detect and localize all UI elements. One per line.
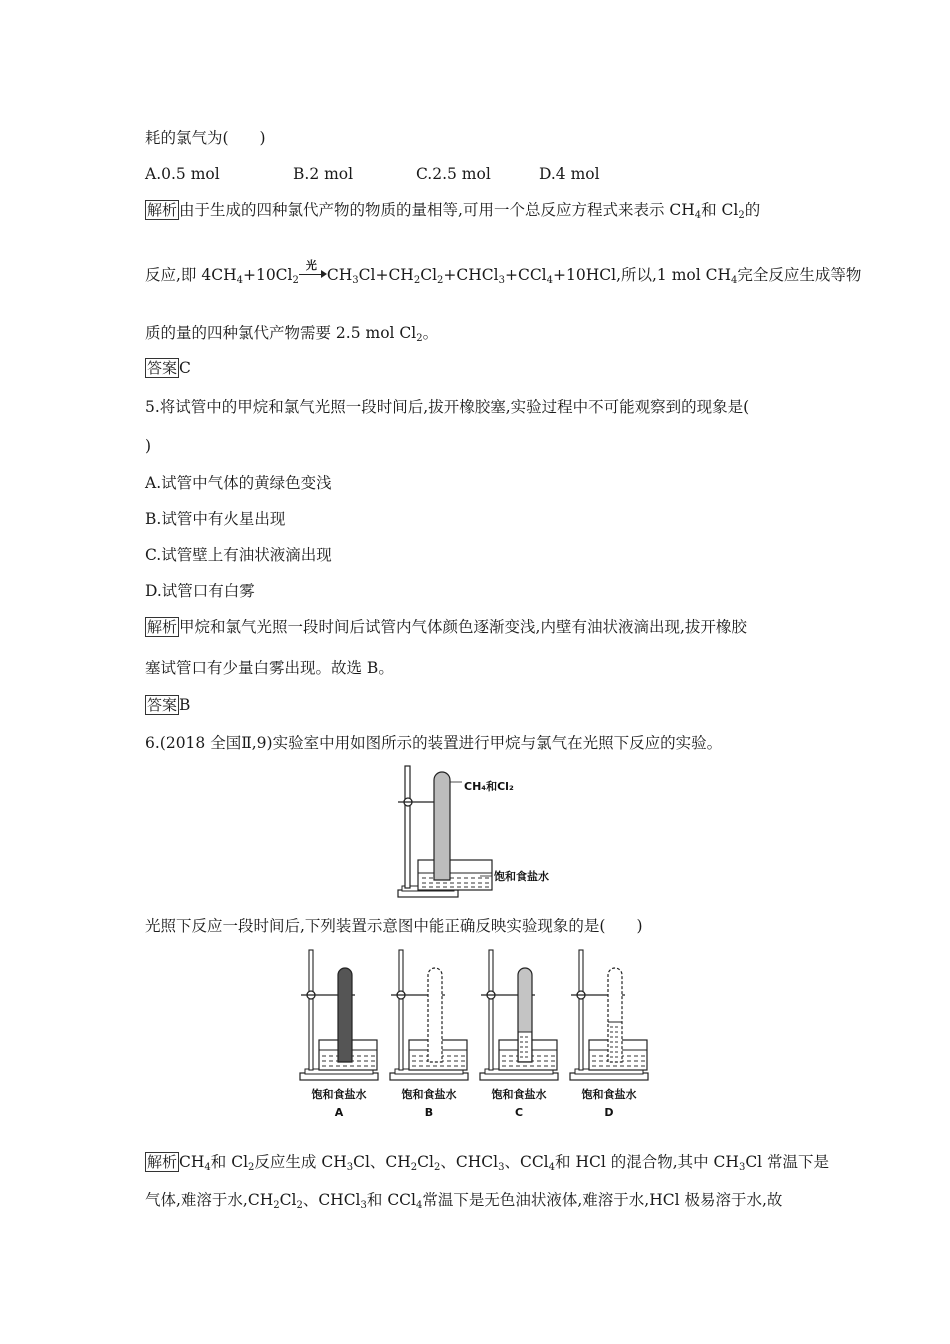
arrow-label: 光 (305, 259, 317, 272)
text: 和 CCl (366, 1191, 416, 1209)
q4-equation-line (145, 259, 862, 286)
text: 由于生成的四种氯代产物的物质的量相等,可用一个总反应方程式来表示 CH (179, 201, 695, 219)
text: 反应,即 4CH (145, 266, 237, 284)
choice-apparatus-a (300, 950, 378, 1119)
choice-liquid-label: 饱和食盐水 (491, 1088, 547, 1101)
analysis-label: 解析 (147, 618, 178, 636)
q4-option-a: A.0.5 mol (145, 165, 220, 183)
text: +10HCl (553, 266, 617, 284)
text: Cl 常温下是 (745, 1153, 830, 1171)
text: 、CCl (504, 1153, 549, 1171)
q4-options (145, 164, 600, 184)
choice-letter-a: A (334, 1106, 344, 1119)
choice-letter-d: D (604, 1106, 614, 1119)
choice-letter-c: C (514, 1106, 524, 1119)
q5-option-b: B.试管中有火星出现 (145, 510, 286, 528)
text: Cl (417, 1153, 434, 1171)
q4-answer (145, 358, 191, 378)
q5-stem-cont: ) (145, 437, 152, 455)
text: 完全反应生成等物 (737, 266, 862, 284)
choice-letter-b: B (424, 1106, 434, 1119)
q4-stem-tail: 耗的氯气为( ) (145, 129, 266, 147)
subscript: 3 (360, 1200, 367, 1211)
subscript: 4 (548, 1162, 556, 1173)
subscript: 2 (248, 1162, 255, 1173)
choice-apparatus-c (480, 950, 558, 1119)
text: +10Cl (242, 266, 293, 284)
q5-stem: 5.将试管中的甲烷和氯气光照一段时间后,拔开橡胶塞,实验过程中不可能观察到的现象是( (145, 398, 750, 416)
choice-liquid-label: 饱和食盐水 (581, 1088, 637, 1101)
text: 和 Cl (210, 1153, 249, 1171)
q4-option-b: B.2 mol (293, 165, 354, 183)
q5-answer (145, 695, 190, 715)
q4-analysis-line1 (145, 200, 760, 220)
q5-option-d: D.试管口有白雾 (145, 582, 255, 600)
analysis-label: 解析 (147, 201, 178, 219)
subscript: 4 (694, 210, 702, 221)
subscript: 3 (498, 1162, 505, 1173)
gas-label: CH₄和Cl₂ (464, 780, 514, 793)
subscript: 2 (437, 275, 444, 286)
answer-label: 答案 (147, 696, 178, 714)
q6-stem: 6.(2018 全国Ⅱ,9)实验室中用如图所示的装置进行甲烷与氯气在光照下反应的实验。 (145, 734, 723, 752)
text: 常温下是无色油状液体,难溶于水,HCl 极易溶于水,故 (422, 1191, 783, 1209)
subscript: 3 (498, 275, 505, 286)
apparatus-figure (390, 760, 570, 905)
subscript: 2 (738, 210, 745, 221)
q4-analysis-line3 (145, 323, 438, 343)
analysis-label: 解析 (147, 1153, 178, 1171)
subscript: 3 (346, 1162, 354, 1173)
q5-analysis-line2: 塞试管口有少量白雾出现。故选 B。 (145, 659, 394, 677)
q4-option-d: D.4 mol (539, 165, 600, 183)
subscript: 3 (738, 1162, 746, 1173)
subscript: 2 (410, 1162, 418, 1173)
subscript: 3 (352, 275, 359, 286)
choice-apparatus-b (390, 950, 468, 1119)
text: 和 Cl (701, 201, 739, 219)
text: 甲烷和氯气光照一段时间后试管内气体颜色逐渐变浅,内壁有油状液滴出现,拔开橡胶 (179, 618, 747, 636)
q5-analysis-line1 (145, 617, 747, 637)
subscript: 2 (273, 1200, 280, 1211)
subscript: 4 (416, 1200, 423, 1211)
text: 。 (422, 324, 439, 342)
subscript: 2 (413, 275, 421, 286)
answer-label: 答案 (147, 359, 178, 377)
text: Cl (420, 266, 438, 284)
subscript: 2 (416, 333, 423, 344)
q5-option-a: A.试管中气体的黄绿色变浅 (145, 474, 332, 492)
q6-analysis-line1 (145, 1152, 829, 1172)
q5-option-c: C.试管壁上有油状液滴出现 (145, 546, 332, 564)
text: CH (179, 1153, 205, 1171)
subscript: 4 (236, 275, 243, 286)
text: ,所以,1 mol CH (616, 266, 731, 284)
text: Cl (279, 1191, 297, 1209)
text: Cl、CH (353, 1153, 411, 1171)
choice-liquid-label: 饱和食盐水 (311, 1088, 367, 1101)
liquid-label: 饱和食盐水 (494, 870, 549, 883)
text: CH (326, 266, 353, 284)
choice-liquid-label: 饱和食盐水 (401, 1088, 457, 1101)
subscript: 2 (296, 1200, 303, 1211)
q6-question: 光照下反应一段时间后,下列装置示意图中能正确反映实验现象的是( ) (145, 917, 643, 935)
text: +CHCl (443, 266, 499, 284)
subscript: 4 (731, 275, 738, 286)
text: 反应生成 CH (254, 1153, 347, 1171)
reaction-arrow-icon (299, 259, 327, 285)
text: 气体,难溶于水,CH (145, 1191, 274, 1209)
answer-value: B (179, 696, 191, 714)
subscript: 4 (204, 1162, 211, 1173)
subscript: 2 (292, 275, 299, 286)
text: 、CHCl (302, 1191, 361, 1209)
text: 和 HCl 的混合物,其中 CH (555, 1153, 739, 1171)
q4-option-c: C.2.5 mol (416, 165, 491, 183)
choice-apparatus-d (570, 950, 648, 1119)
choice-figures (295, 940, 665, 1130)
subscript: 2 (434, 1162, 441, 1173)
q6-analysis-line2 (145, 1190, 782, 1210)
text: 、CHCl (440, 1153, 499, 1171)
answer-value: C (179, 359, 191, 377)
text: Cl+CH (358, 266, 414, 284)
subscript: 4 (546, 275, 554, 286)
text: 的 (744, 201, 761, 219)
text: 质的量的四种氯代产物需要 2.5 mol Cl (145, 324, 417, 342)
text: +CCl (504, 266, 547, 284)
